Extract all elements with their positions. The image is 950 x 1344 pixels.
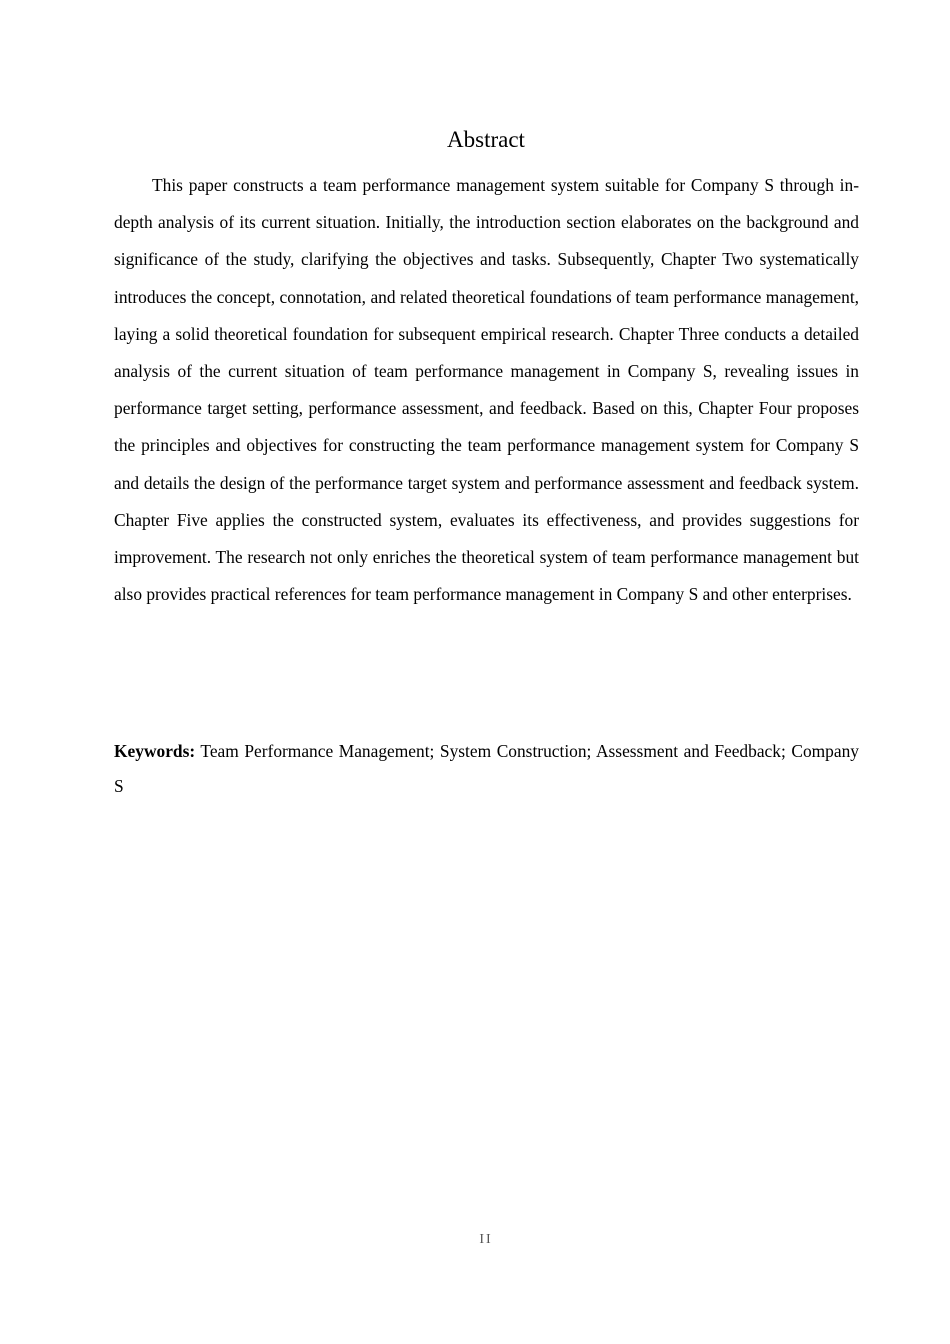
abstract-title: Abstract — [447, 127, 525, 152]
keywords-text: Team Performance Management; System Construction; Assessment and Feedback; Company S — [114, 741, 859, 796]
abstract-body: This paper constructs a team performance management system suitable for Company S through in-depth analysis of its current situation. Initially, the introduction section elaborates on the background and significance of the study, clarifying the objectives and tasks. Subsequently, Chapter Two systematically introduces the concept, connotation, and related theoretical foundations of team performance management, laying a solid theoretical foundation for subsequent empirical research. Chapter Three conducts a detailed analysis of the current situation of team performance management in Company S, revealing issues in performance target setting, performance assessment, and feedback. Based on this, Chapter Four proposes the principles and objectives for constructing the team performance management system for Company S and details the design of the performance target system and performance assessment and feedback system. Chapter Five applies the constructed system, evaluates its effectiveness, and provides suggestions for improvement. The research not only enriches the theoretical system of team performance management but also provides practical references for team performance management in Company S and other enterprises. — [114, 175, 859, 605]
page-number: II — [479, 1232, 493, 1247]
keywords-paragraph — [114, 734, 859, 804]
keywords-label: Keywords: — [114, 741, 196, 761]
